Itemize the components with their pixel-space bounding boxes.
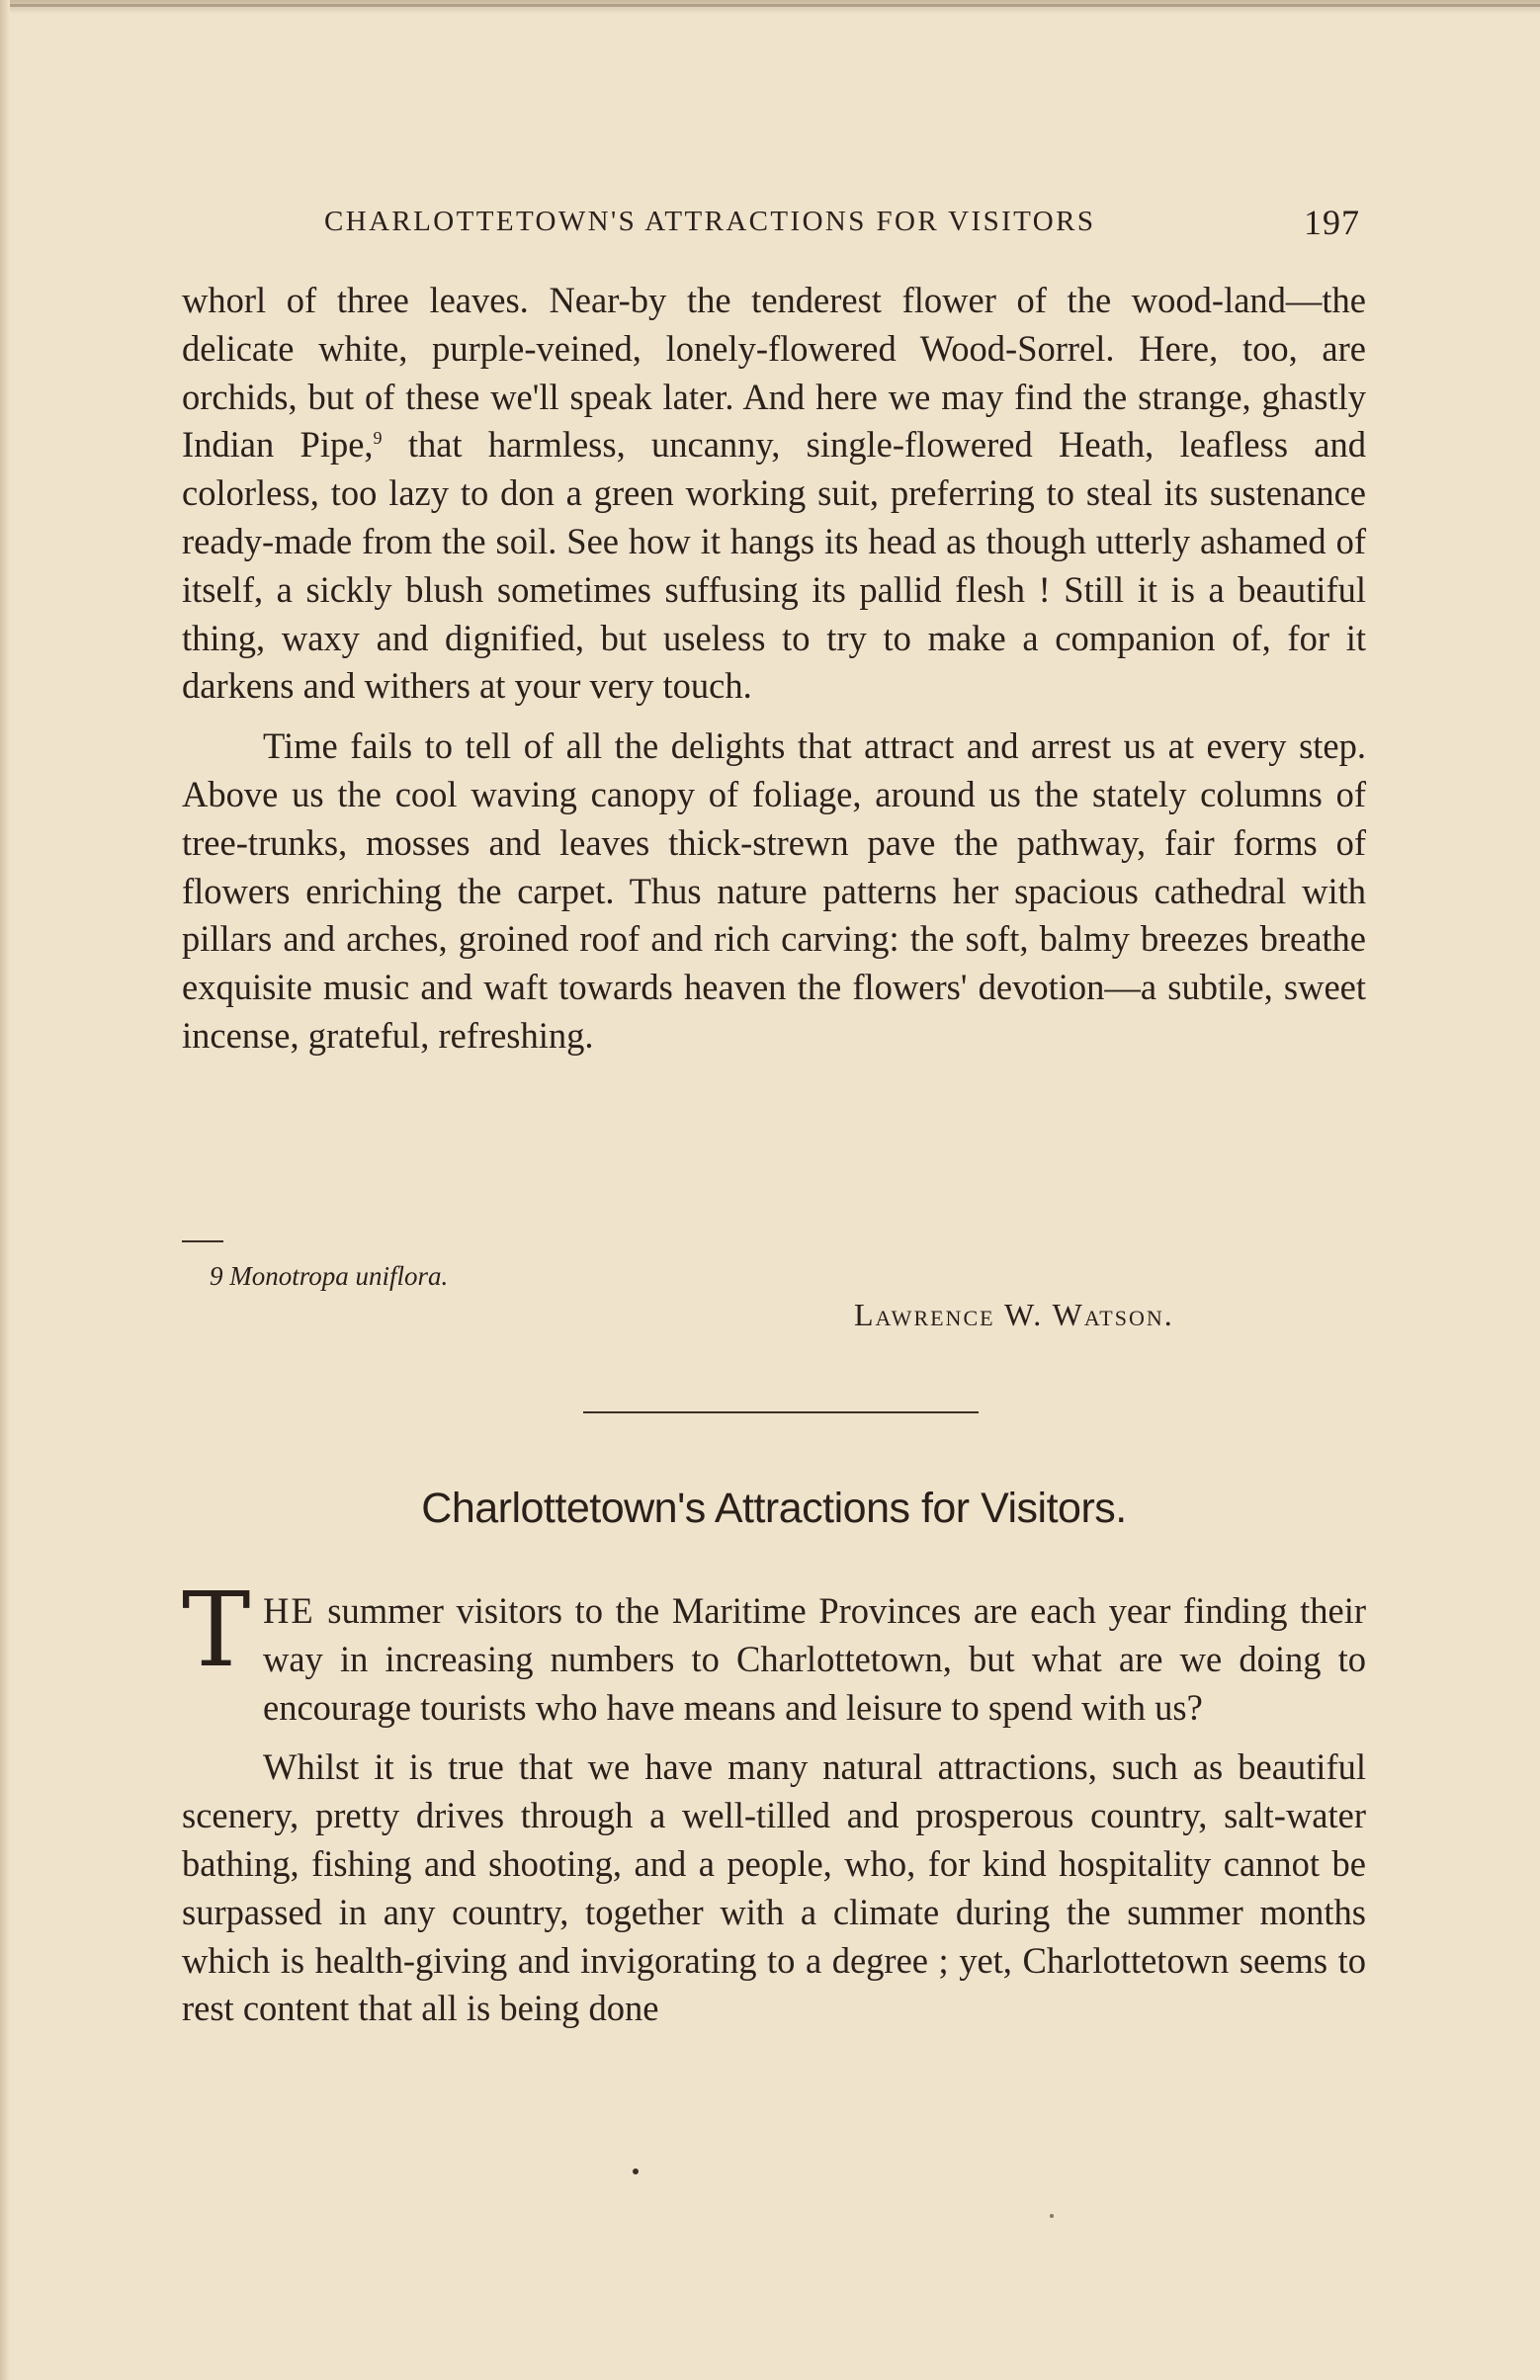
article-two-paragraph-1-text: summer visitors to the Maritime Provinces are each year finding their way in increasing numbers to Charlottetown, but what are we doing to encourage tourists who have means and leisure to spend with us? bbox=[263, 1590, 1366, 1728]
article-two-paragraph-1 bbox=[182, 1587, 1366, 1732]
footnote-rule bbox=[182, 1240, 223, 1242]
ink-spot bbox=[1050, 2214, 1054, 2218]
article-one-paragraph-2: Time fails to tell of all the delights that attract and arrest us at every step. Above us the cool waving canopy of foliage, around us the stately columns of tree-trunks, mosses and leaves thick-strewn pave the pathway, fair forms of flowers enriching the carpet. Thus nature patterns her spacious cathedral with pillars and arches, groined roof and rich carving: the soft, balmy breezes breathe exquisite music and waft towards heaven the flowers' devotion—a subtile, sweet incense, grateful, refreshing. bbox=[182, 725, 1366, 1056]
article-title: Charlottetown's Attractions for Visitors. bbox=[421, 1485, 1127, 1532]
section-divider bbox=[583, 1411, 979, 1413]
paragraph-1-text: whorl of three leaves. Near-by the tenderest flower of the wood-land—the delicate white, purple-veined, lonely-flowered Wood-Sorrel. Here, too, are orchids, but of these we'll speak later. And here we may find the strange, ghastly Indian Pipe, bbox=[182, 280, 1366, 466]
article-two-body bbox=[182, 1587, 1366, 2033]
footnote: 9 Monotropa uniflora. bbox=[210, 1261, 449, 1291]
footnote-reference: 9 bbox=[373, 428, 383, 449]
page-left-edge bbox=[0, 0, 10, 2380]
paragraph-1-continued: that harmless, uncanny, single-flowered Heath, leafless and colorless, too lazy to don a green working suit, preferring to steal its sustenance ready-made from the soil. See how it hangs its head as though utterly ashamed of itself, a sickly blush sometimes suffusing its pallid flesh ! Still it is a beautiful thing, waxy and dignified, but useless to try to make a companion of, for it darkens and withers at your very touch. bbox=[182, 424, 1366, 707]
page-top-border-line bbox=[0, 4, 1540, 7]
article-two-paragraph-2: Whilst it is true that we have many natural attractions, such as beautiful scenery, pretty drives through a well-tilled and prosperous country, salt-water bathing, fishing and shooting, and a people, who, for kind hospitality cannot be surpassed in any country, together with a climate during the summer months which is health-giving and invigorating to a degree ; yet, Charlottetown seems to rest content that all is being done bbox=[182, 1746, 1366, 2029]
page-number: 197 bbox=[1304, 203, 1360, 242]
page-top-edge bbox=[0, 0, 1540, 14]
ink-spot bbox=[633, 2168, 639, 2174]
article-one-body bbox=[182, 277, 1366, 1061]
article-one-paragraph-1 bbox=[182, 277, 1366, 711]
running-head bbox=[324, 203, 1360, 245]
opening-word: HE bbox=[263, 1590, 315, 1631]
drop-cap: T bbox=[182, 1570, 251, 1690]
running-head-title: CHARLOTTETOWN'S ATTRACTIONS FOR VISITORS bbox=[324, 206, 1096, 237]
author-signature: Lawrence W. Watson. bbox=[854, 1297, 1174, 1332]
